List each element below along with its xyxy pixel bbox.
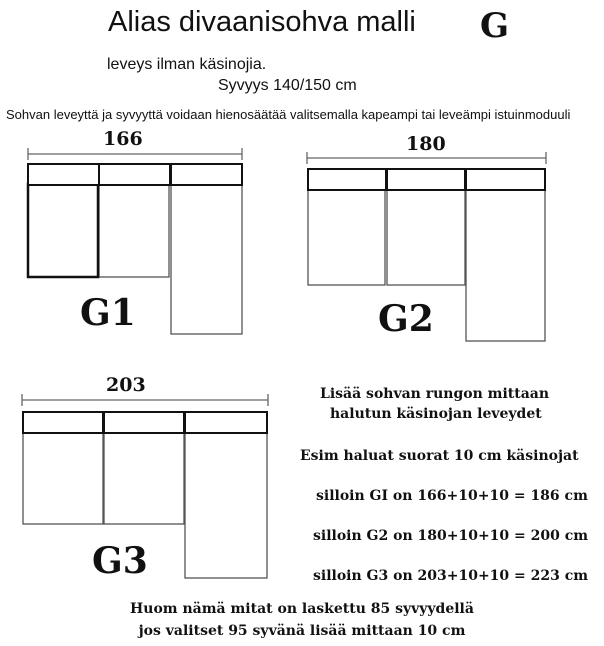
adjustment-note: Sohvan leveyttä ja syvyyttä voidaan hienosäätää valitsemalla kapeampi tai leveämpi istuinmoduuli (6, 107, 571, 122)
model-letter: G (480, 6, 510, 46)
page-title: Alias divaanisohva malli (108, 6, 416, 38)
backrest (104, 412, 184, 433)
chaise-module (171, 184, 242, 334)
backrest (387, 169, 465, 190)
backrest (23, 412, 103, 433)
model-label-g3: G3 (92, 540, 148, 582)
seat-module (99, 184, 169, 277)
calc-g3: silloin G3 on 203+10+10 = 223 cm (313, 568, 589, 584)
dimension-label-g1: 166 (103, 128, 143, 150)
backrest (171, 164, 242, 185)
calc-g2: silloin G2 on 180+10+10 = 200 cm (313, 528, 589, 544)
dimension-label-g2: 180 (406, 133, 446, 155)
subtitle: leveys ilman käsinojia. (107, 56, 267, 73)
seat-module (28, 184, 98, 277)
info-example: Esim haluat suorat 10 cm käsinojat (300, 448, 579, 464)
footer-line-1: Huom nämä mitat on laskettu 85 syvyydellä (130, 601, 474, 617)
seat-module (104, 432, 184, 524)
calc-g1: silloin GI on 166+10+10 = 186 cm (316, 488, 588, 504)
seat-module (308, 189, 385, 285)
backrest (308, 169, 386, 190)
backrest (466, 169, 545, 190)
info-line-1: Lisää sohvan rungon mittaan (320, 386, 550, 402)
model-label-g1: G1 (80, 292, 136, 334)
backrest (28, 164, 99, 185)
chaise-module (185, 432, 267, 578)
info-line-2: halutun käsinojan leveydet (330, 406, 542, 422)
seat-module (387, 189, 465, 285)
backrest (185, 412, 267, 433)
chaise-module (466, 189, 545, 341)
model-label-g2: G2 (378, 298, 434, 340)
seat-module (23, 432, 103, 524)
backrest (99, 164, 170, 185)
depth-label: Syvyys 140/150 cm (218, 77, 357, 94)
dimension-label-g3: 203 (106, 374, 146, 396)
footer-line-2: jos valitset 95 syvänä lisää mittaan 10 cm (138, 623, 466, 639)
